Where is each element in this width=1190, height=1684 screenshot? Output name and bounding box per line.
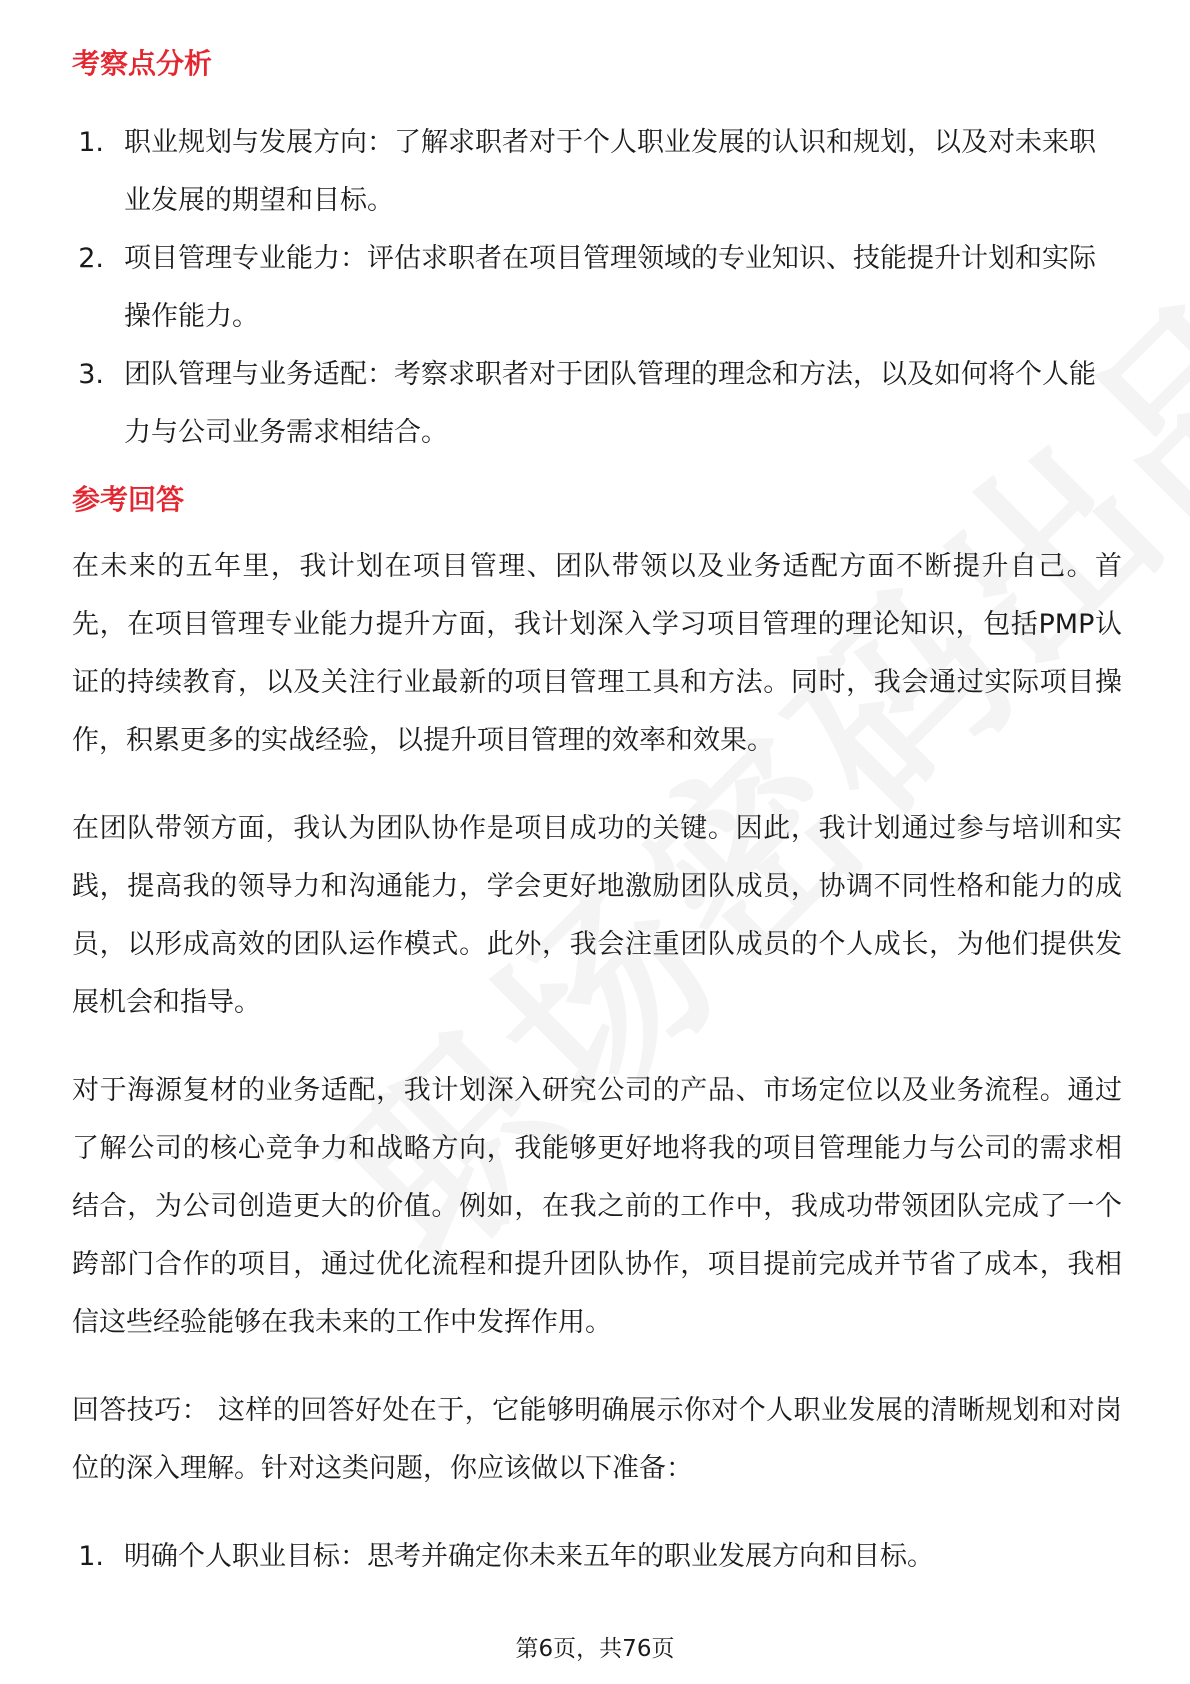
- list-item: [72, 114, 1122, 230]
- page-footer: 第6页，共76页: [515, 1636, 675, 1662]
- answer-tips-paragraph: 回答技巧： 这样的回答好处在于，它能够明确展示你对个人职业发展的清晰规划和对岗位的深入理解。针对这类问题，你应该做以下准备：: [72, 1395, 1122, 1484]
- list-number: 3.: [78, 359, 104, 390]
- list-item: [72, 230, 1122, 346]
- list-number: 1.: [78, 127, 104, 158]
- list-item-text: 团队管理与业务适配：考察求职者对于团队管理的理念和方法，以及如何将个人能力与公司业务需求相结合。: [124, 359, 1096, 448]
- section-heading-reference: 参考回答: [72, 483, 185, 516]
- list-item: [72, 1528, 1122, 1586]
- list-number: 2.: [78, 243, 104, 274]
- tips-list: [72, 1528, 1122, 1586]
- list-item: [72, 346, 1122, 462]
- analysis-list: [72, 114, 1122, 462]
- list-item-text: 明确个人职业目标：思考并确定你未来五年的职业发展方向和目标。: [124, 1541, 934, 1572]
- list-item-text: 项目管理专业能力：评估求职者在项目管理领域的专业知识、技能提升计划和实际操作能力。: [124, 243, 1096, 332]
- answer-paragraph: 在团队带领方面，我认为团队协作是项目成功的关键。因此，我计划通过参与培训和实践，提高我的领导力和沟通能力，学会更好地激励团队成员，协调不同性格和能力的成员，以形成高效的团队运作模式。此外，我会注重团队成员的个人成长，为他们提供发展机会和指导。: [72, 813, 1122, 1018]
- section-heading-analysis: 考察点分析: [72, 47, 213, 80]
- list-item-text: 职业规划与发展方向：了解求职者对于个人职业发展的认识和规划，以及对未来职业发展的期望和目标。: [124, 127, 1096, 216]
- answer-paragraph: 在未来的五年里，我计划在项目管理、团队带领以及业务适配方面不断提升自己。首先，在项目管理专业能力提升方面，我计划深入学习项目管理的理论知识，包括PMP认证的持续教育，以及关注行业最新的项目管理工具和方法。同时，我会通过实际项目操作，积累更多的实战经验，以提升项目管理的效率和效果。: [72, 551, 1122, 756]
- list-number: 1.: [78, 1541, 104, 1572]
- answer-paragraph: 对于海源复材的业务适配，我计划深入研究公司的产品、市场定位以及业务流程。通过了解公司的核心竞争力和战略方向，我能够更好地将我的项目管理能力与公司的需求相结合，为公司创造更大的价值。例如，在我之前的工作中，我成功带领团队完成了一个跨部门合作的项目，通过优化流程和提升团队协作，项目提前完成并节省了成本，我相信这些经验能够在我未来的工作中发挥作用。: [72, 1075, 1122, 1338]
- page-content: [72, 44, 1122, 1586]
